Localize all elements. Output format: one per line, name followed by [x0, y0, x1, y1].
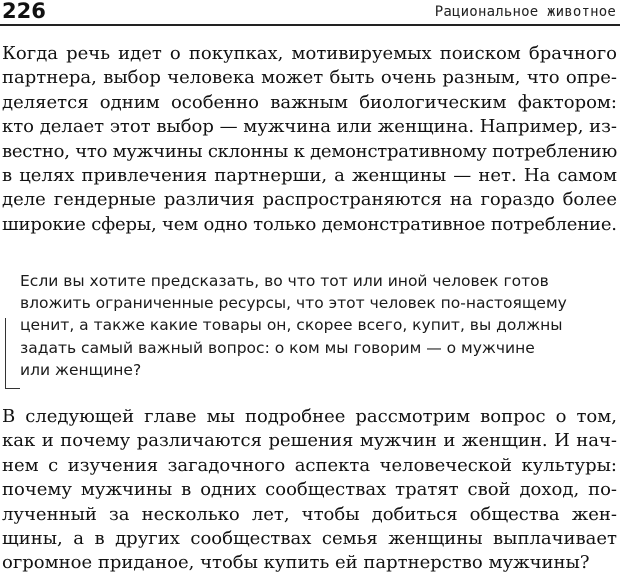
- pullquote-line: вложить ограниченные ресурсы, что этот человек по-настоящему: [20, 294, 567, 313]
- text-line: как и почему различаются решения мужчин и женщин. И нач-: [2, 430, 617, 452]
- text-line: кто делает этот выбор — мужчина или женщина. Например, из-: [2, 116, 617, 138]
- page-header: [0, 0, 620, 26]
- pullquote-line: или женщине?: [20, 360, 142, 379]
- text-line: в целях привлечения партнерши, а женщины — нет. На самом: [2, 165, 617, 187]
- body-paragraph-2: [2, 405, 617, 576]
- text-line: Когда речь идет о покупках, мотивируемых поиском брачного: [2, 43, 617, 64]
- pullquote-line: Если вы хотите предсказать, во что тот или иной человек готов: [20, 272, 549, 290]
- pullquote-line: задать самый важный вопрос: о ком мы говорим — о мужчине: [20, 338, 535, 357]
- text-line: В следующей главе мы подробнее рассмотрим вопрос о том,: [2, 406, 617, 427]
- text-line: нем с изучения загадочного аспекта человеческой культуры:: [2, 454, 617, 476]
- text-line: деле гендерные различия распространяются на гораздо более: [2, 189, 617, 211]
- text-line: партнера, выбор человека может быть очень разным, что опре-: [2, 67, 617, 89]
- page-number: 226: [2, 0, 46, 23]
- header-rule: [0, 24, 620, 26]
- pullquote-bracket: [5, 318, 20, 389]
- text-line: щины, а в других сообществах семья женщины выплачивает: [2, 528, 617, 550]
- text-line: почему мужчины в одних сообществах тратят свой доход, по-: [2, 479, 617, 501]
- pullquote-line: ценит, а также какие товары он, скорее всего, купит, вы должны: [20, 316, 563, 335]
- text-line: деляется одним особенно важным биологическим фактором:: [2, 91, 617, 113]
- running-head: Рациональное животное: [434, 4, 616, 20]
- text-line: вестно, что мужчины склонны к демонстративному потреблению: [2, 140, 617, 162]
- pullquote: [20, 270, 600, 381]
- body-paragraph-1: [2, 42, 617, 237]
- text-line: широкие сферы, чем одно только демонстративное потребление.: [2, 213, 617, 235]
- text-line: огромное приданое, чтобы купить ей партнерство мужчины?: [2, 552, 590, 574]
- text-line: лученный за несколько лет, чтобы добиться общества жен-: [2, 503, 617, 525]
